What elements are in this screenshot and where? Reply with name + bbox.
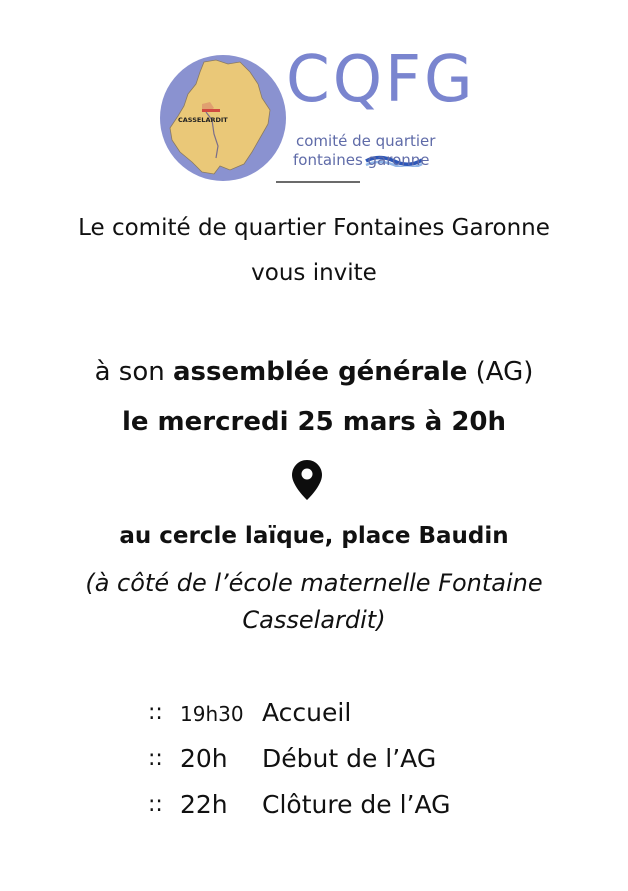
schedule-separator: ::	[148, 746, 163, 771]
event-title-bold: assemblée générale	[173, 357, 468, 387]
schedule-row	[148, 744, 508, 790]
schedule-row	[148, 698, 508, 744]
logo-subtitle-line2: fontaines garonne	[293, 151, 430, 169]
logo-subtitle-line1: comité de quartier	[296, 132, 436, 150]
intro-line-1: Le comité de quartier Fontaines Garonne	[78, 215, 550, 241]
event-date: le mercredi 25 mars à 20h	[121, 407, 507, 437]
intro-line-2: vous invite	[251, 260, 377, 286]
map-label: CASSELARDIT	[178, 116, 228, 124]
schedule	[148, 698, 508, 836]
district-map-icon	[158, 54, 288, 184]
schedule-label: Début de l’AG	[262, 744, 437, 773]
venue-note-line-2: Casselardit)	[242, 606, 386, 634]
schedule-time: 20h	[180, 744, 228, 773]
map-pin-icon	[291, 459, 323, 501]
event-title-prefix: à son	[94, 357, 173, 387]
event-title	[0, 359, 628, 385]
schedule-time: 22h	[180, 790, 228, 819]
schedule-separator: ::	[148, 792, 163, 817]
venue: au cercle laïque, place Baudin	[119, 523, 509, 549]
schedule-separator: ::	[148, 700, 163, 725]
logo-acronym: CQFG	[286, 43, 476, 117]
schedule-time: 19h30	[180, 702, 244, 726]
event-title-suffix: (AG)	[467, 357, 534, 387]
venue-note-line-1: (à côté de l’école maternelle Fontaine	[85, 569, 543, 597]
schedule-label: Clôture de l’AG	[262, 790, 451, 819]
logo-divider	[276, 181, 360, 183]
cqfg-logo	[158, 43, 476, 189]
schedule-row	[148, 790, 508, 836]
schedule-label: Accueil	[262, 698, 352, 727]
